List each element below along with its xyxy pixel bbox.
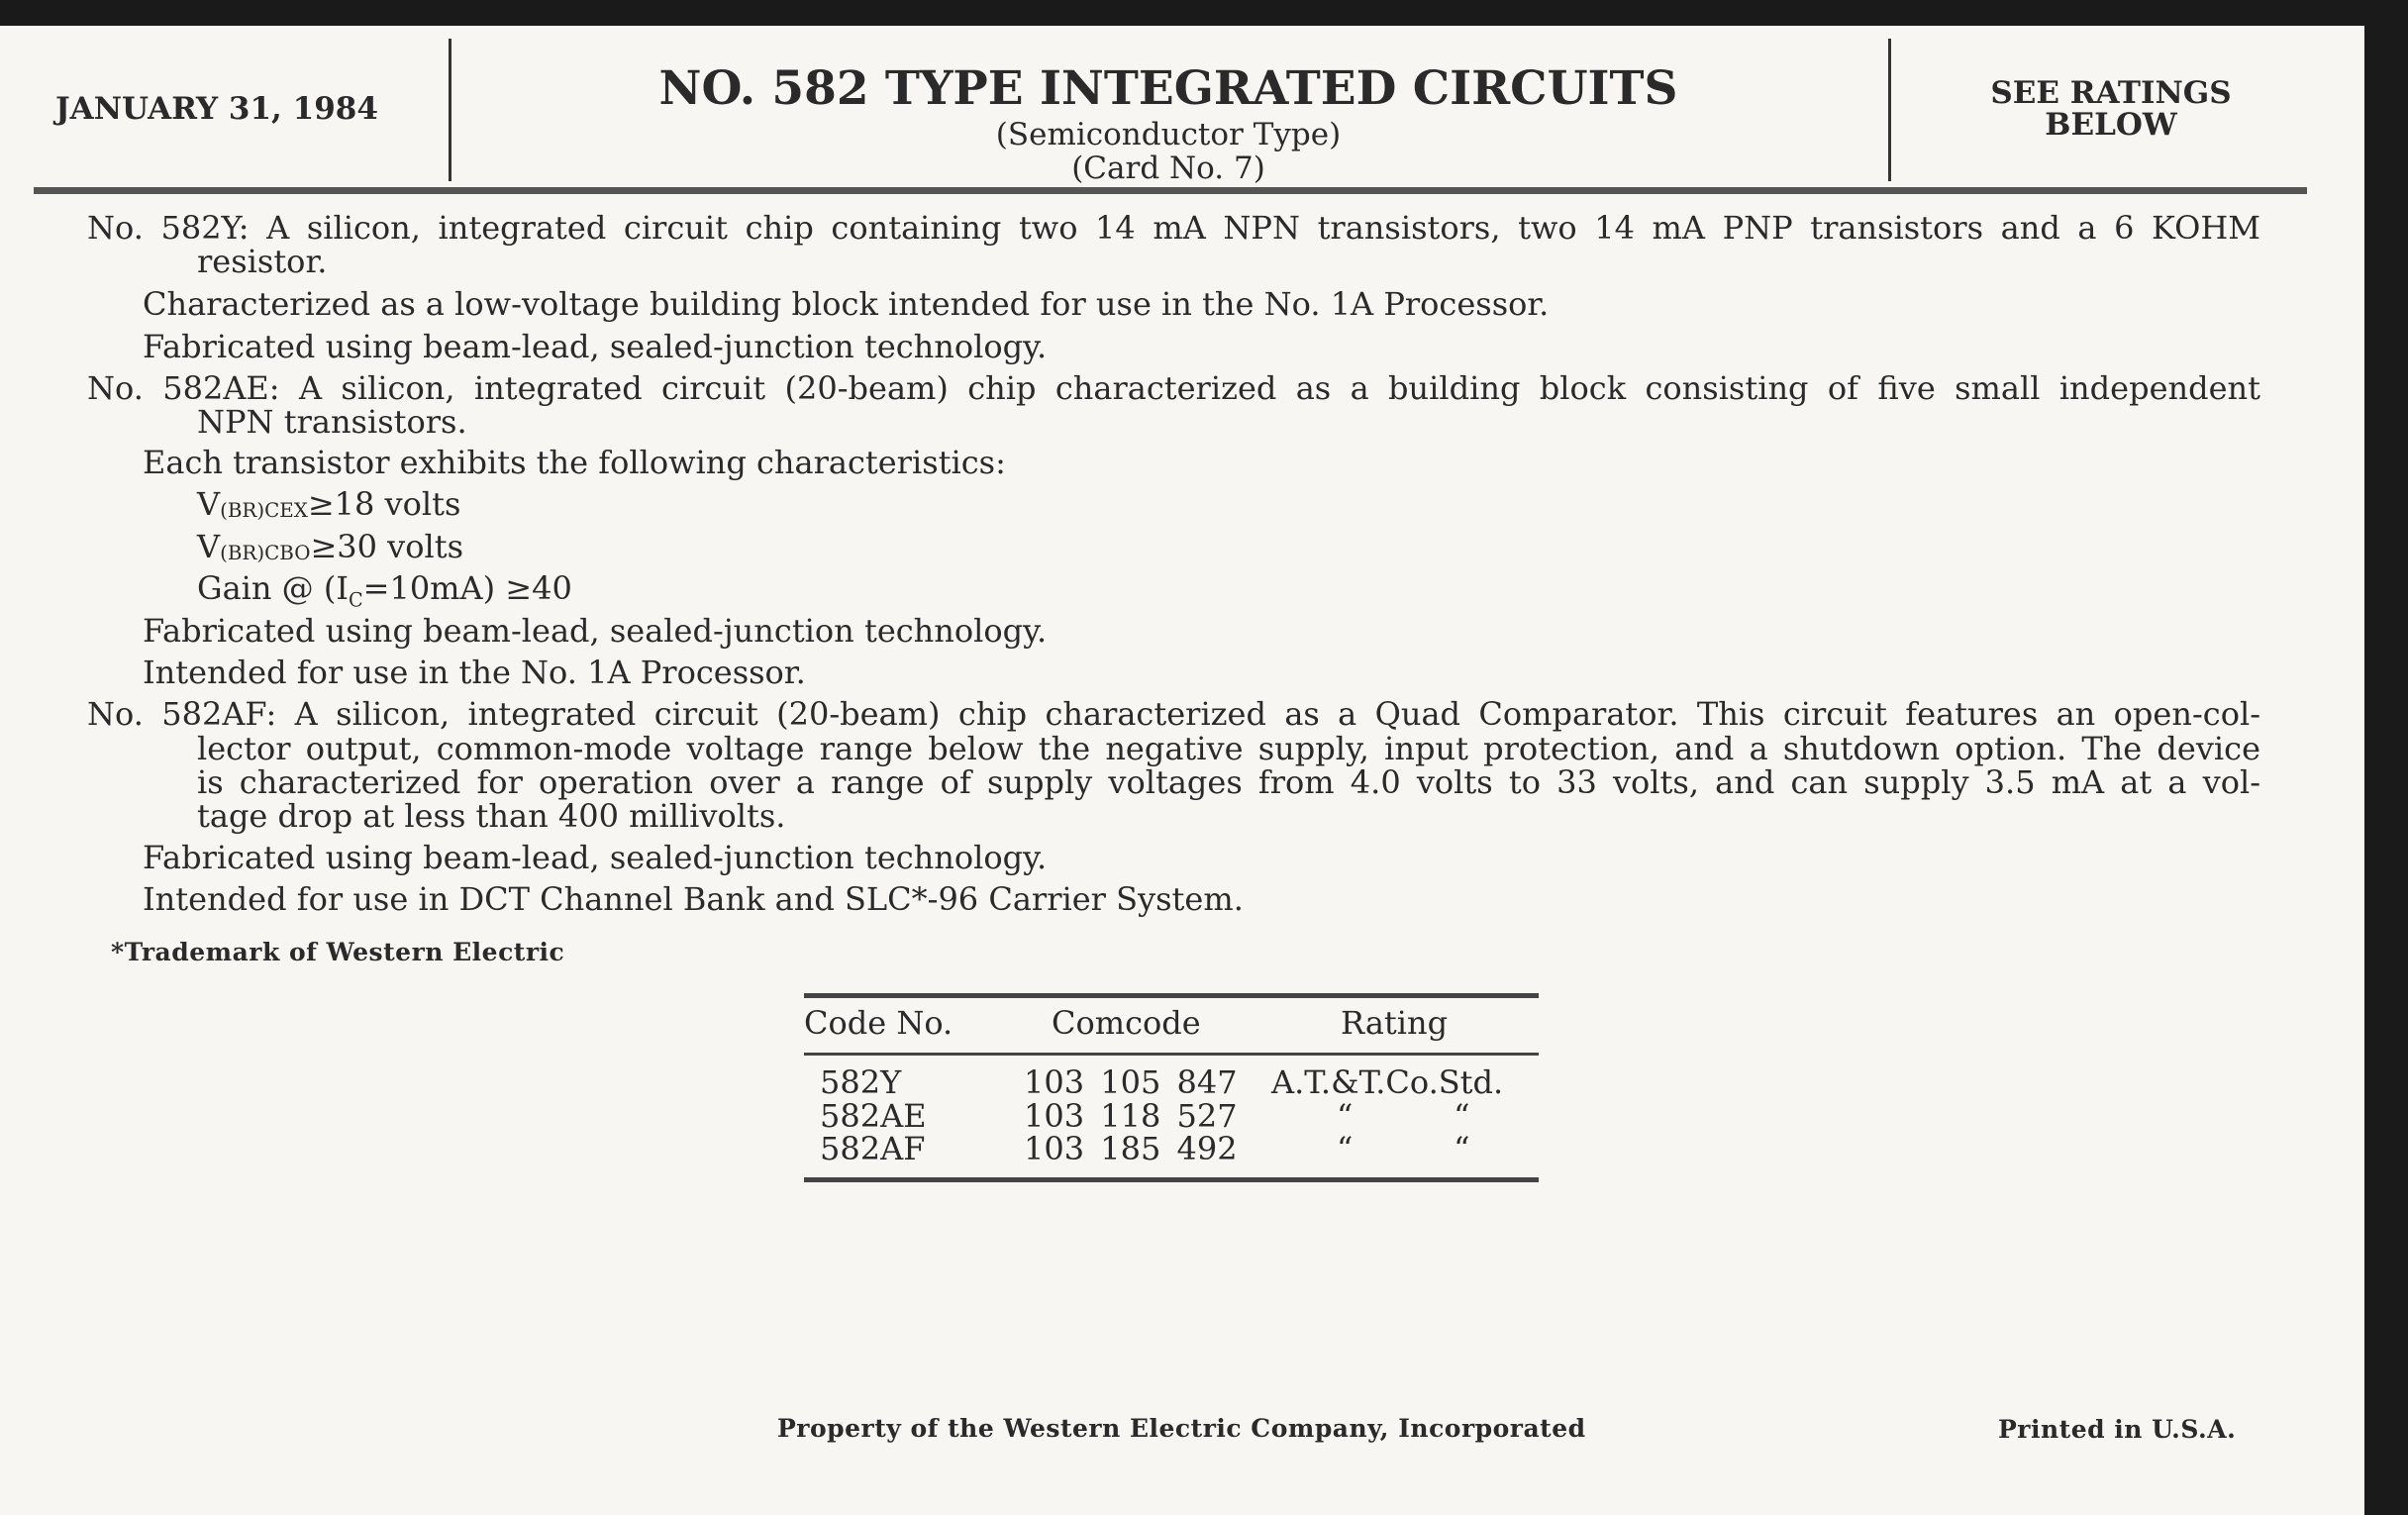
text-line: Intended for use in the No. 1A Processor. bbox=[143, 654, 806, 691]
text-line: lector output, common-mode voltage range below the negative supply, input protection, and a shutdown option. The device bbox=[197, 730, 2260, 767]
subtitle: (Semiconductor Type) bbox=[995, 117, 1342, 152]
subscript: C bbox=[348, 588, 363, 612]
card-number: (Card No. 7) bbox=[1071, 151, 1265, 186]
text-line: resistor. bbox=[197, 243, 328, 280]
text-line: Intended for use in DCT Channel Bank and SLC*-96 Carrier System. bbox=[143, 880, 1244, 918]
column-header-rating: Rating bbox=[1341, 1004, 1449, 1042]
text: Gain @ (I bbox=[197, 569, 349, 607]
ratings-line: SEE RATINGS bbox=[1990, 75, 2232, 111]
header-divider bbox=[449, 39, 452, 181]
text-line: No. 582AF: A silicon, integrated circuit (20-beam) chip characterized as a Quad Comparator. This circuit features an open-col- bbox=[87, 695, 2260, 733]
scan-border-top bbox=[0, 0, 2408, 26]
cell-code: 582AF bbox=[820, 1130, 926, 1167]
value: ≥18 volts bbox=[307, 485, 461, 523]
page-title: NO. 582 TYPE INTEGRATED CIRCUITS bbox=[658, 61, 1678, 116]
value: ≥30 volts bbox=[310, 528, 464, 565]
table-rule-top bbox=[804, 993, 1539, 998]
cell-comcode: 103 185 492 bbox=[1024, 1130, 1238, 1167]
text-line: Fabricated using beam-lead, sealed-junction technology. bbox=[143, 328, 1048, 365]
footer-property: Property of the Western Electric Company, Incorporated bbox=[777, 1414, 1586, 1443]
header-divider bbox=[1888, 39, 1891, 181]
scan-border-right bbox=[2364, 0, 2408, 1515]
cell-code: 582AE bbox=[820, 1097, 927, 1135]
text-line: Fabricated using beam-lead, sealed-junction technology. bbox=[143, 612, 1048, 650]
text: =10mA) ≥40 bbox=[362, 569, 572, 607]
cell-rating: “ “ bbox=[1337, 1097, 1470, 1135]
cell-rating: “ “ bbox=[1337, 1130, 1470, 1167]
text-line: No. 582Y: A silicon, integrated circuit chip containing two 14 mA NPN transistors, two 14 mA PNP transistors and a 6 KOHM bbox=[87, 209, 2260, 247]
date: JANUARY 31, 1984 bbox=[55, 91, 378, 127]
header-rule bbox=[34, 187, 2307, 194]
trademark-note: *Trademark of Western Electric bbox=[111, 938, 565, 966]
subscript: (BR)CBO bbox=[220, 542, 311, 564]
cell-comcode: 103 105 847 bbox=[1024, 1063, 1238, 1101]
footer-printed: Printed in U.S.A. bbox=[1998, 1415, 2237, 1444]
table-rule-header bbox=[804, 1053, 1539, 1056]
cell-comcode: 103 118 527 bbox=[1024, 1097, 1238, 1135]
spec-vcbo: V(BR)CBO≥30 volts bbox=[197, 528, 464, 565]
cell-code: 582Y bbox=[820, 1063, 902, 1101]
text-line: No. 582AE: A silicon, integrated circuit (20-beam) chip characterized as a building block consisting of five small independent bbox=[87, 369, 2260, 407]
text-line: is characterized for operation over a range of supply voltages from 4.0 volts to 33 volts, and can supply 3.5 mA at a vol- bbox=[197, 763, 2260, 801]
ratings-note bbox=[1893, 75, 2329, 143]
column-header-code: Code No. bbox=[804, 1004, 953, 1042]
text-line: Characterized as a low-voltage building block intended for use in the No. 1A Processor. bbox=[143, 285, 1550, 323]
subscript: (BR)CEX bbox=[220, 499, 308, 522]
ratings-line: BELOW bbox=[2045, 107, 2177, 143]
text-line: NPN transistors. bbox=[197, 403, 467, 441]
text-line: Each transistor exhibits the following characteristics: bbox=[143, 444, 1006, 481]
spec-vcex: V(BR)CEX≥18 volts bbox=[197, 485, 461, 523]
column-header-comcode: Comcode bbox=[1052, 1004, 1201, 1042]
text-line: tage drop at less than 400 millivolts. bbox=[197, 797, 786, 835]
cell-rating: A.T.&T.Co.Std. bbox=[1271, 1063, 1504, 1101]
text-line: Fabricated using beam-lead, sealed-junction technology. bbox=[143, 839, 1048, 876]
table-rule-bottom bbox=[804, 1177, 1539, 1182]
